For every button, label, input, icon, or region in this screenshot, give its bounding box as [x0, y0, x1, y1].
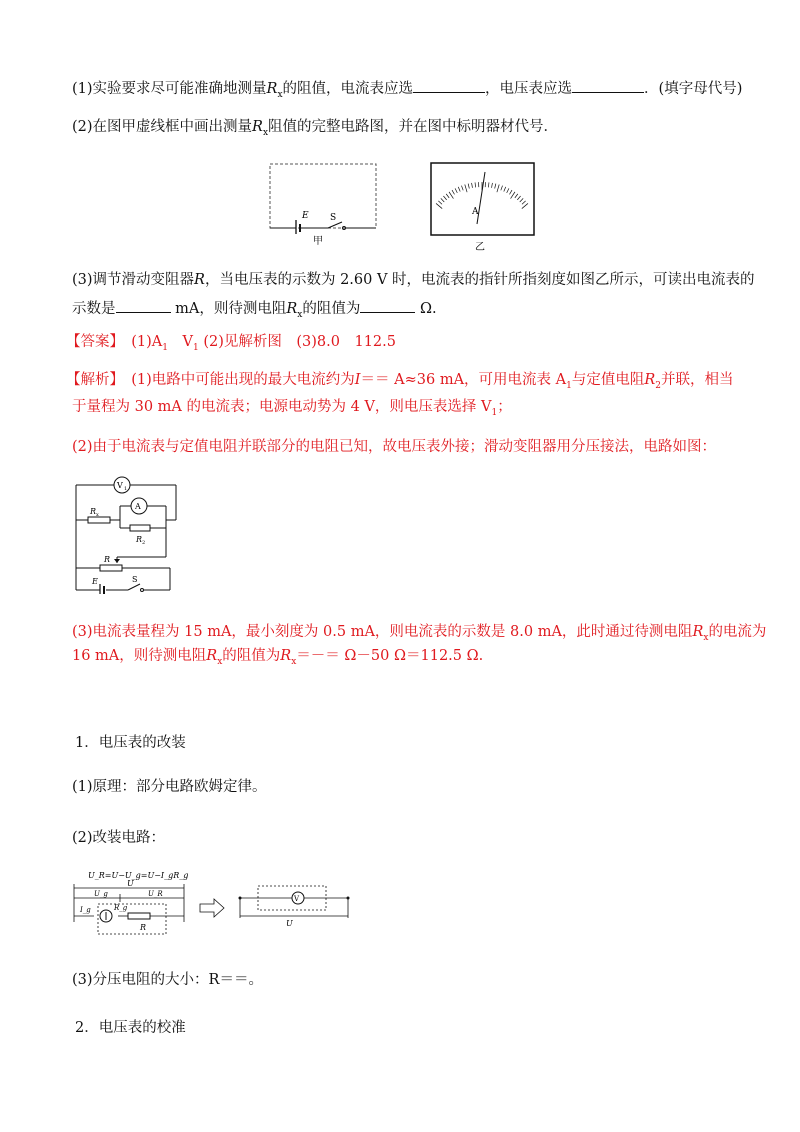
answer-blank[interactable]: [360, 297, 415, 313]
svg-text:V: V: [294, 895, 300, 903]
svg-text:S: S: [132, 575, 138, 584]
arrow-right-icon: [200, 899, 224, 917]
section-1-p3: (3)分压电阻的大小：R＝＝。: [72, 972, 263, 988]
answer-blank[interactable]: [572, 77, 644, 93]
analysis-line4: (3)电流表量程为 15 mA，最小刻度为 0.5 mA，则电流表的示数是 8.0 mA，此时通过待测电阻$R_x$的电流为: [72, 624, 767, 643]
svg-text:U_R: U_R: [148, 890, 163, 898]
question-3-line1: (3)调节滑动变阻器R，当电压表的示数为 2.60 V 时，电流表的指针所指刻度如图乙所示，可读出电流表的: [72, 272, 755, 288]
battery-label: E: [302, 211, 309, 221]
question-3-line2: 示数是 mA，则待测电阻$R_x$的阻值为 Ω.: [72, 297, 437, 325]
question-2: (2)在图甲虚线框中画出测量$R_x$阻值的完整电路图，并在图中标明器材代号．: [72, 119, 559, 138]
svg-text:2: 2: [142, 540, 146, 546]
resistor-rx: [88, 517, 110, 523]
question-1: (1)实验要求尽可能准确地测量$R_x$的阻值，电流表应选 ，电压表应选 ．(填字母代号): [72, 77, 742, 105]
resistor-r: [128, 913, 150, 919]
formula-text: U_R=U−U_g=U−I_gR_g: [88, 871, 189, 880]
analysis-line3: (2)由于电流表与定值电阻并联部分的电阻已知，故电压表外接；滑动变阻器用分压接法，电路如图：: [72, 439, 717, 455]
meter-frame: [431, 163, 534, 235]
svg-text:I_g: I_g: [80, 906, 91, 914]
svg-text:U: U: [127, 879, 134, 888]
svg-text:R_g: R_g: [114, 904, 128, 912]
figure-jia: [266, 162, 380, 248]
figure-yi: [430, 162, 536, 254]
svg-text:1: 1: [124, 486, 128, 492]
switch-symbol: [141, 589, 144, 592]
svg-text:V: V: [117, 481, 123, 490]
dashed-box: [270, 164, 376, 228]
answer-line: 【答案】 $(1)A_1$ $V_1$ (2)见解析图 (3)8.0 112.5: [66, 334, 396, 353]
svg-text:U: U: [286, 919, 293, 928]
answer-blank[interactable]: [413, 77, 485, 93]
svg-text:A: A: [135, 502, 141, 511]
analysis-line2: 于量程为 30 mA 的电流表；电源电动势为 4 V，则电压表选择 $V_1$；: [72, 399, 512, 418]
circuit-diagram: [72, 476, 182, 594]
svg-text:R: R: [140, 923, 147, 932]
rheostat: [100, 565, 122, 571]
svg-text:x: x: [96, 512, 99, 518]
section-1-p2: (2)改装电路：: [72, 830, 166, 846]
analysis-line5: 16 mA，则待测电阻$R_x$的阻值为$R_x=-= \Omega-50$ Ω＝112.5 Ω.: [72, 648, 484, 667]
voltmeter-modification-figure: [72, 868, 362, 940]
resistor-r2: [130, 525, 150, 531]
figure-caption: 乙: [475, 242, 485, 253]
meter-letter: A: [472, 207, 479, 217]
svg-text:R: R: [104, 555, 111, 564]
answer-blank[interactable]: [116, 297, 171, 313]
section-2-title: 2．电压表的校准: [75, 1020, 186, 1036]
svg-text:E: E: [92, 577, 98, 586]
svg-text:R: R: [136, 535, 143, 544]
section-1-title: 1．电压表的改装: [75, 735, 186, 751]
svg-text:U_g: U_g: [94, 890, 108, 898]
figure-caption: 甲: [313, 236, 323, 247]
section-1-p1: (1)原理：部分电路欧姆定律。: [72, 779, 267, 795]
switch-label: S: [330, 213, 337, 223]
analysis-line1: 【解析】 (1)电路中可能出现的最大电流约为I＝＝ A≈36 mA，可用电流表 $A_1$与定值电阻$R_2$并联，相当: [66, 372, 734, 391]
svg-text:R: R: [90, 507, 97, 516]
